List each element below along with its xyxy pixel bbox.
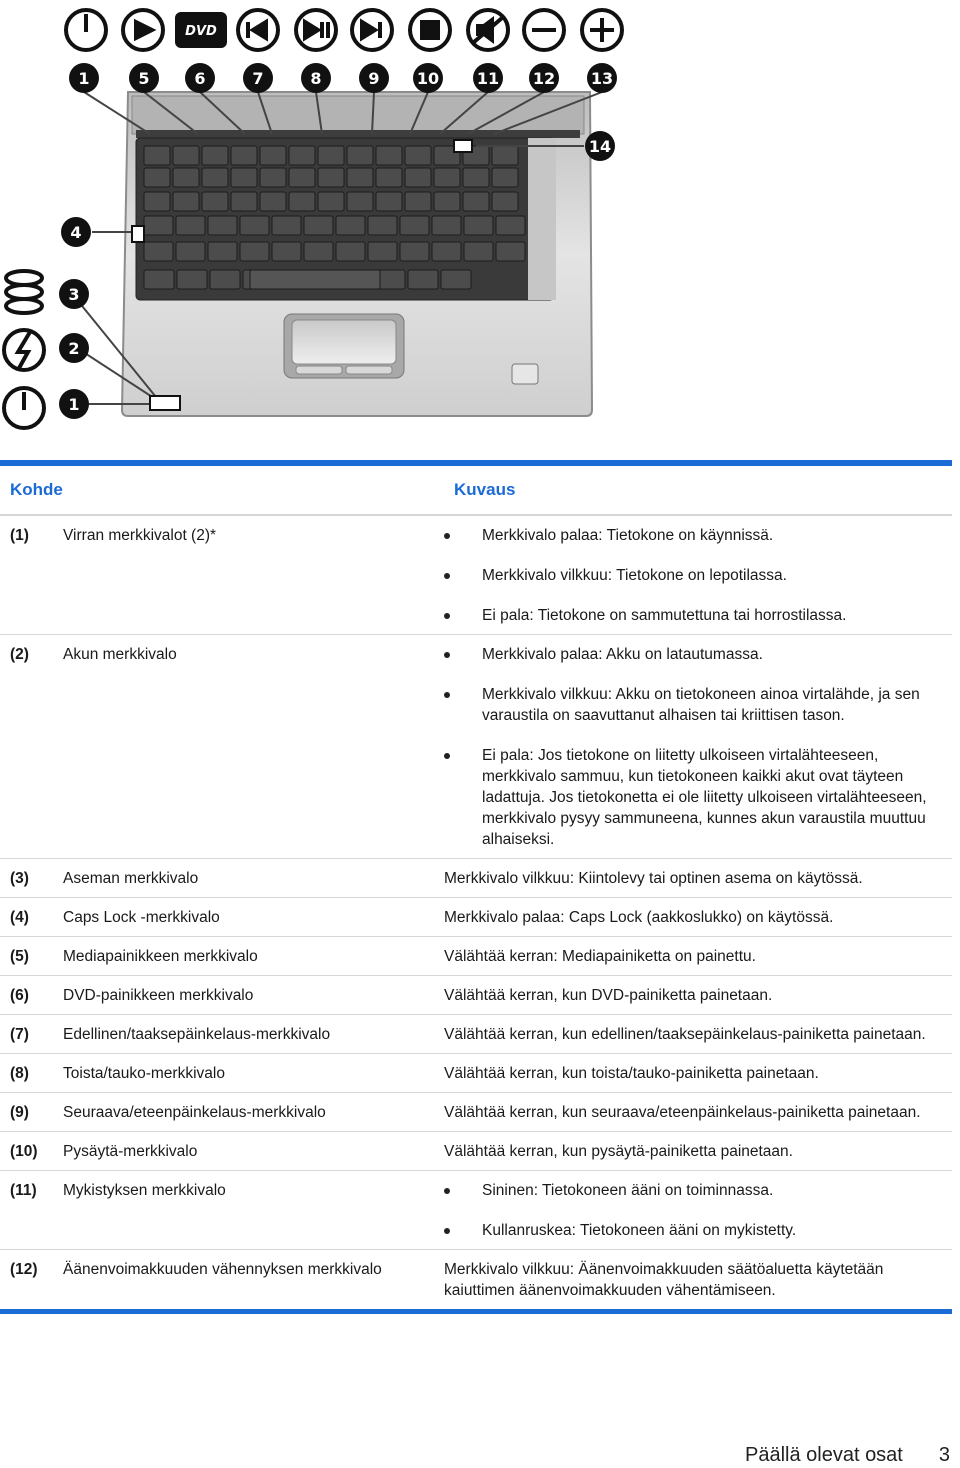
callout-number: 11 bbox=[476, 69, 500, 88]
keyboard-key bbox=[464, 216, 493, 235]
next-icon bbox=[352, 10, 392, 50]
bullet-item: Merkkivalo vilkkuu: Akku on tietokoneen ainoa virtalähde, ja sen varaustila on saavuttanut alhaisen tai kriittisen tason. bbox=[444, 684, 944, 726]
row-item: Virran merkkivalot (2)* bbox=[63, 527, 217, 544]
row-number: (1) bbox=[10, 527, 29, 544]
row-description: Välähtää kerran, kun seuraava/eteenpäinkelaus-painiketta painetaan. bbox=[444, 1104, 921, 1121]
table-row bbox=[0, 1092, 952, 1131]
keyboard-key bbox=[318, 146, 344, 165]
keyboard-key bbox=[231, 168, 257, 187]
footer-section: Päällä olevat osat bbox=[744, 1444, 903, 1466]
table-row bbox=[0, 975, 952, 1014]
keyboard-key bbox=[496, 216, 525, 235]
callout-number: 6 bbox=[194, 69, 206, 88]
row-number: (3) bbox=[10, 870, 29, 887]
table-row bbox=[0, 858, 952, 897]
previous-icon bbox=[238, 10, 278, 50]
mute-icon bbox=[468, 10, 508, 50]
row-number: (7) bbox=[10, 1026, 29, 1043]
led-marker-4 bbox=[132, 226, 144, 242]
callout-badge bbox=[413, 63, 443, 93]
row-number: (8) bbox=[10, 1065, 29, 1082]
keyboard-key bbox=[177, 270, 207, 289]
bullet-item: Sininen: Tietokoneen ääni on toiminnassa. bbox=[444, 1180, 944, 1201]
keyboard-key bbox=[304, 216, 333, 235]
callout-badge bbox=[69, 63, 99, 93]
status-leds-marker bbox=[150, 396, 180, 410]
row-number: (12) bbox=[10, 1261, 38, 1278]
keyboard-key bbox=[240, 216, 269, 235]
keyboard-key bbox=[434, 168, 460, 187]
battery-icon bbox=[4, 330, 44, 370]
capslock-led-marker bbox=[454, 140, 472, 152]
keyboard-key bbox=[304, 242, 333, 261]
keyboard-key bbox=[231, 192, 257, 211]
keyboard-key bbox=[202, 192, 228, 211]
table-row bbox=[0, 1014, 952, 1053]
laptop-base bbox=[122, 92, 592, 416]
row-item: Mediapainikkeen merkkivalo bbox=[63, 948, 258, 965]
keyboard-key bbox=[432, 242, 461, 261]
keyboard-key bbox=[144, 168, 170, 187]
bullet-item: Kullanruskea: Tietokoneen ääni on mykistetty. bbox=[444, 1220, 944, 1241]
row-description: Välähtää kerran, kun edellinen/taaksepäinkelaus-painiketta painetaan. bbox=[444, 1026, 926, 1043]
row-number: (5) bbox=[10, 948, 29, 965]
keyboard-key bbox=[336, 242, 365, 261]
keyboard-key bbox=[210, 270, 240, 289]
keyboard-key bbox=[376, 146, 402, 165]
keyboard-key bbox=[173, 168, 199, 187]
row-description: Välähtää kerran: Mediapainiketta on painettu. bbox=[444, 948, 756, 965]
callout-badge bbox=[585, 131, 615, 161]
callout-number: 3 bbox=[68, 285, 80, 304]
media-button-icon bbox=[123, 10, 163, 50]
laptop-illustration bbox=[0, 0, 960, 440]
row-number: (4) bbox=[10, 909, 29, 926]
callout-number: 2 bbox=[68, 339, 80, 358]
keyboard-key bbox=[376, 168, 402, 187]
callout-number: 1 bbox=[78, 69, 90, 88]
keyboard-key bbox=[347, 192, 373, 211]
table-row bbox=[0, 516, 952, 634]
dvd-icon bbox=[177, 14, 225, 46]
keyboard-key bbox=[492, 146, 518, 165]
table-row bbox=[0, 897, 952, 936]
page-footer bbox=[745, 1444, 950, 1467]
keyboard-key bbox=[144, 216, 173, 235]
bullet-item: Merkkivalo palaa: Akku on latautumassa. bbox=[444, 644, 944, 665]
keyboard-key bbox=[400, 242, 429, 261]
row-item: Pysäytä-merkkivalo bbox=[63, 1143, 198, 1160]
keyboard-key bbox=[408, 270, 438, 289]
keyboard-key bbox=[441, 270, 471, 289]
keyboard-key bbox=[272, 216, 301, 235]
keyboard-key bbox=[496, 242, 525, 261]
callout-number: 7 bbox=[252, 69, 264, 88]
keyboard-key bbox=[260, 146, 286, 165]
table-row bbox=[0, 634, 952, 858]
callout-badge bbox=[61, 217, 91, 247]
keyboard-key bbox=[144, 270, 174, 289]
keyboard-key bbox=[208, 242, 237, 261]
row-item: Akun merkkivalo bbox=[63, 646, 177, 663]
keyboard-key bbox=[231, 146, 257, 165]
callout-badge bbox=[529, 63, 559, 93]
keyboard-key bbox=[492, 192, 518, 211]
keyboard-key bbox=[272, 242, 301, 261]
header-description: Kuvaus bbox=[454, 480, 516, 499]
led-table bbox=[0, 460, 952, 1314]
volume-down-icon bbox=[524, 10, 564, 50]
keyboard-key bbox=[173, 146, 199, 165]
drive-icon bbox=[6, 271, 42, 313]
keyboard-key bbox=[492, 168, 518, 187]
fingerprint-reader bbox=[512, 364, 538, 384]
play-pause-icon bbox=[296, 10, 336, 50]
keyboard-key bbox=[463, 192, 489, 211]
keyboard-key bbox=[336, 216, 365, 235]
keyboard-key bbox=[208, 216, 237, 235]
keyboard-key bbox=[318, 192, 344, 211]
volume-up-icon bbox=[582, 10, 622, 50]
table-row bbox=[0, 1170, 952, 1249]
keyboard-key bbox=[260, 168, 286, 187]
bullet-item: Merkkivalo vilkkuu: Tietokone on lepotilassa. bbox=[444, 565, 944, 586]
row-number: (10) bbox=[10, 1143, 38, 1160]
keyboard-key bbox=[173, 192, 199, 211]
keyboard-key bbox=[463, 168, 489, 187]
bullet-list bbox=[444, 1180, 944, 1241]
row-number: (9) bbox=[10, 1104, 29, 1121]
keyboard-key bbox=[144, 146, 170, 165]
table-body bbox=[0, 516, 952, 1309]
bullet-item: Ei pala: Tietokone on sammutettuna tai horrostilassa. bbox=[444, 605, 944, 626]
row-description: Merkkivalo vilkkuu: Kiintolevy tai optinen asema on käytössä. bbox=[444, 870, 863, 887]
callout-badge bbox=[243, 63, 273, 93]
keyboard-key bbox=[347, 168, 373, 187]
row-number: (6) bbox=[10, 987, 29, 1004]
keyboard-key bbox=[376, 192, 402, 211]
callout-badge bbox=[59, 279, 89, 309]
row-description: Välähtää kerran, kun pysäytä-painiketta painetaan. bbox=[444, 1143, 793, 1160]
keyboard-key bbox=[368, 216, 397, 235]
page-number: 3 bbox=[938, 1444, 950, 1466]
bullet-list bbox=[444, 644, 944, 850]
callout-number: 8 bbox=[310, 69, 322, 88]
keyboard-key bbox=[318, 168, 344, 187]
keyboard-key bbox=[405, 192, 431, 211]
bullet-list bbox=[444, 525, 944, 626]
keyboard-key bbox=[432, 216, 461, 235]
keyboard-key bbox=[464, 242, 493, 261]
table-row bbox=[0, 1053, 952, 1092]
row-description bbox=[444, 1171, 952, 1249]
callout-number: 5 bbox=[138, 69, 150, 88]
callout-badge bbox=[59, 333, 89, 363]
keyboard-key bbox=[368, 242, 397, 261]
callout-badge bbox=[185, 63, 215, 93]
keyboard-key bbox=[347, 146, 373, 165]
row-item: Mykistyksen merkkivalo bbox=[63, 1182, 226, 1199]
keyboard-key bbox=[144, 192, 170, 211]
row-number: (11) bbox=[10, 1182, 37, 1199]
row-item: Edellinen/taaksepäinkelaus-merkkivalo bbox=[63, 1026, 331, 1043]
keyboard-key bbox=[405, 146, 431, 165]
bullet-item: Ei pala: Jos tietokone on liitetty ulkoiseen virtalähteeseen, merkkivalo sammuu, kun tietokoneen kaikki akut ovat täyteen ladattuja. Jos tietokonetta ei ole liitetty ulkoiseen virtalähteeseen, merkkivalo pysyy sammuneena, kunnes akun varaustila muuttuu alhaiseksi. bbox=[444, 745, 944, 850]
table-row bbox=[0, 936, 952, 975]
callout-badge bbox=[59, 389, 89, 419]
keyboard-key bbox=[144, 242, 173, 261]
callout-badge bbox=[301, 63, 331, 93]
row-description bbox=[444, 516, 952, 634]
row-description bbox=[444, 635, 952, 858]
keyboard-key bbox=[240, 242, 269, 261]
spacebar bbox=[250, 270, 380, 289]
svg-text:DVD: DVD bbox=[185, 24, 217, 39]
row-item: Toista/tauko-merkkivalo bbox=[63, 1065, 225, 1082]
keyboard-key bbox=[176, 216, 205, 235]
callout-number: 14 bbox=[588, 137, 612, 156]
callout-number: 12 bbox=[532, 69, 556, 88]
callout-badge bbox=[359, 63, 389, 93]
keyboard-key bbox=[289, 168, 315, 187]
row-item: Äänenvoimakkuuden vähennyksen merkkivalo bbox=[63, 1261, 382, 1278]
table-header bbox=[0, 466, 952, 516]
keyboard-key bbox=[202, 146, 228, 165]
callout-number: 1 bbox=[68, 395, 80, 414]
power-icon bbox=[66, 10, 106, 50]
table-bottom-rule bbox=[0, 1309, 952, 1314]
callout-badge bbox=[587, 63, 617, 93]
row-item: Caps Lock -merkkivalo bbox=[63, 909, 220, 926]
keyboard-key bbox=[176, 242, 205, 261]
callout-number: 4 bbox=[70, 223, 82, 242]
row-description: Merkkivalo vilkkuu: Äänenvoimakkuuden säätöaluetta käytetään kaiuttimen äänenvoimakkuuden vähentämiseen. bbox=[444, 1261, 884, 1299]
row-description: Välähtää kerran, kun DVD-painiketta painetaan. bbox=[444, 987, 773, 1004]
callout-badge bbox=[129, 63, 159, 93]
callout-number: 10 bbox=[416, 69, 440, 88]
keyboard-key bbox=[405, 168, 431, 187]
callout-number: 9 bbox=[368, 69, 380, 88]
power-icon bbox=[4, 388, 44, 428]
keyboard-key bbox=[434, 192, 460, 211]
row-description: Välähtää kerran, kun toista/tauko-painiketta painetaan. bbox=[444, 1065, 819, 1082]
keyboard-key bbox=[202, 168, 228, 187]
table-row bbox=[0, 1249, 952, 1309]
header-item: Kohde bbox=[10, 480, 63, 499]
row-item: DVD-painikkeen merkkivalo bbox=[63, 987, 254, 1004]
stop-icon bbox=[410, 10, 450, 50]
row-item: Aseman merkkivalo bbox=[63, 870, 199, 887]
keyboard-key bbox=[260, 192, 286, 211]
row-number: (2) bbox=[10, 646, 29, 663]
row-item: Seuraava/eteenpäinkelaus-merkkivalo bbox=[63, 1104, 326, 1121]
row-description: Merkkivalo palaa: Caps Lock (aakkoslukko) on käytössä. bbox=[444, 909, 834, 926]
keyboard-key bbox=[400, 216, 429, 235]
keyboard-key bbox=[289, 146, 315, 165]
keyboard-key bbox=[289, 192, 315, 211]
callout-number: 13 bbox=[590, 69, 614, 88]
table-row bbox=[0, 1131, 952, 1170]
bullet-item: Merkkivalo palaa: Tietokone on käynnissä. bbox=[444, 525, 944, 546]
callout-badge bbox=[473, 63, 503, 93]
